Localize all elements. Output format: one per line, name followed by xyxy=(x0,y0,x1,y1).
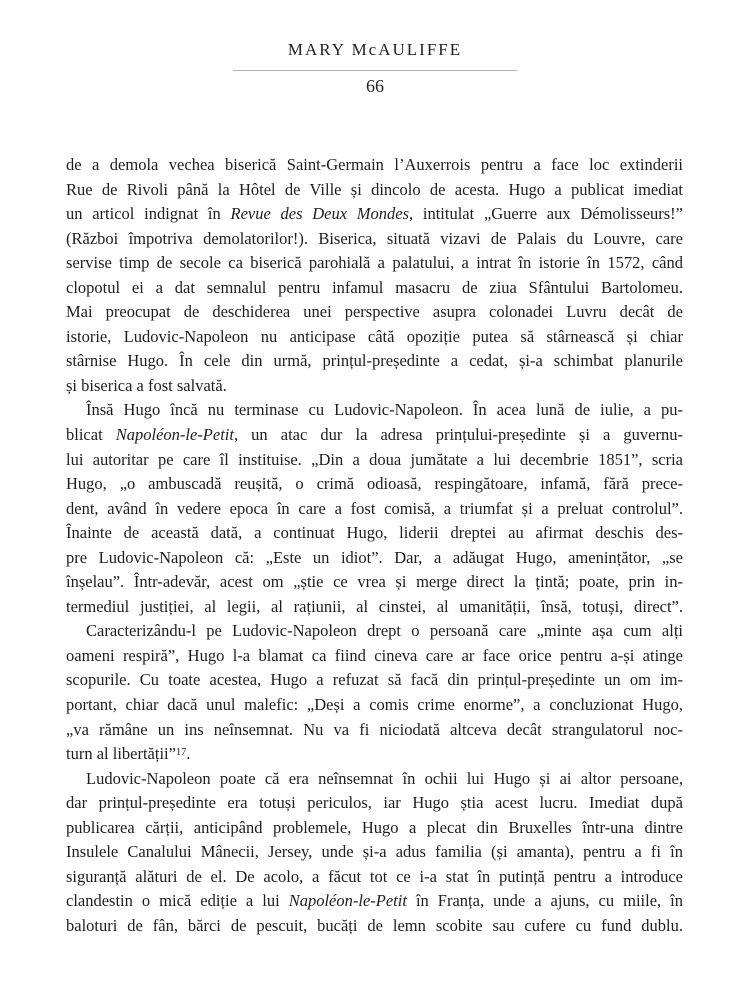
header-rule xyxy=(233,70,517,71)
text-line: Mai preocupat de deschiderea unei perspective asupra colonadei Luvru decât de xyxy=(66,302,683,322)
text-line: istorie, Ludovic-Napoleon nu anticipase câtă opoziție putea să stârnească și chiar xyxy=(66,326,683,346)
text-line: scopurile. Cu toate acestea, Hugo a refuzat să facă din prințul-președinte un om im- xyxy=(66,670,683,690)
page-number: 66 xyxy=(366,76,384,96)
paragraph xyxy=(66,153,683,398)
paragraph xyxy=(66,619,683,766)
text-line: lui autoritar pe care îl instituise. „Din a doua jumătate a lui decembrie 1851”, scria xyxy=(66,449,683,469)
text-line: publicarea cărții, anticipând problemele, Hugo a plecat din Bruxelles într-una dintre xyxy=(66,817,683,837)
text-line: baloturi de fân, bărci de pescuit, bucăți de lemn scobite sau cufere cu fund dublu. xyxy=(66,915,683,935)
text-line: termediul justiției, al legii, al rațiunii, al cinstei, al umanității, însă, totuși, direct”. xyxy=(66,596,683,616)
text-line: portant, chiar dacă unul malefic: „Deși a comis crime enorme”, a concluzionat Hugo, xyxy=(66,695,683,715)
paragraph xyxy=(66,398,683,619)
text-line: blicat Napoléon-le-Petit, un atac dur la adresa prințului-președinte și a guvernu- xyxy=(66,425,683,445)
text-line: Însă Hugo încă nu terminase cu Ludovic-Napoleon. În acea lună de iulie, a pu- xyxy=(86,400,683,420)
paragraph xyxy=(66,767,683,939)
text-line: Rue de Rivoli până la Hôtel de Ville și dincolo de acesta. Hugo a publicat imediat xyxy=(66,179,683,199)
text-line: clandestin o mică ediție a lui Napoléon-le-Petit în Franța, unde a ajuns, cu miile, în xyxy=(66,891,683,911)
text-line: „va rămâne un ins neînsemnat. Nu va fi niciodată altceva decât strangulatorul noc- xyxy=(66,719,683,739)
text-line: clopotul ei a dat semnalul pentru infamul masacru de ziua Sfântului Bartolomeu. xyxy=(66,277,683,297)
text-line: (Război împotriva demolatorilor!). Biserica, situată vizavi de Palais du Louvre, care xyxy=(66,228,683,248)
text-line: dar prințul-președinte era totuși periculos, iar Hugo știa acest lucru. Imediat după xyxy=(66,793,683,813)
text-line: de a demola vechea biserică Saint-Germain l’Auxerrois pentru a face loc extinderii xyxy=(66,155,683,174)
text-line: turn al libertății”$^{17}$. xyxy=(66,744,191,764)
body-text xyxy=(66,153,683,939)
text-line: un articol indignat în Revue des Deux Mondes, intitulat „Guerre aux Démolisseurs!” xyxy=(66,204,683,224)
running-header: MARY McAULIFFE xyxy=(287,40,463,59)
text-line: Înainte de această dată, a continuat Hugo, liderii dreptei au afirmat deschis des- xyxy=(66,523,683,543)
text-line: dent, având în vedere epoca în care a fost comisă, a triumfat și a preluat controlul”. xyxy=(66,498,683,518)
text-line: stârnise Hugo. În cele din urmă, prințul-președinte a cedat, și-a schimbat planurile xyxy=(66,351,683,371)
text-line: Ludovic-Napoleon poate că era neînsemnat în ochii lui Hugo și ai altor persoane, xyxy=(86,768,683,788)
text-line: pre Ludovic-Napoleon că: „Este un idiot”. Dar, a adăugat Hugo, amenințător, „se xyxy=(66,547,683,567)
text-line: siguranță alături de el. De acolo, a făcut tot ce i-a stat în putință pentru a introduce xyxy=(66,866,683,886)
text-line: Insulele Canalului Mânecii, Jersey, unde și-a adus familia (și amanta), pentru a fi în xyxy=(66,842,683,862)
footnote-reference: 17 xyxy=(175,746,187,758)
text-line: Caracterizându-l pe Ludovic-Napoleon drept o persoană care „minte așa cum alți xyxy=(86,621,683,641)
text-line: înșelau”. Într-adevăr, acest om „știe ce vrea și merge direct la țintă; poate, prin in- xyxy=(66,572,683,592)
text-line: Hugo, „o ambuscadă reușită, o crimă odioasă, respingătoare, infamă, fără prece- xyxy=(66,474,683,494)
text-line: oameni respiră”, Hugo l-a blamat ca fiind cineva care ar face orice pentru a-și atinge xyxy=(66,645,683,665)
text-line: și biserica a fost salvată. xyxy=(66,375,227,395)
text-line: servise timp de secole ca biserică parohială a palatului, a intrat în istorie în 1572, când xyxy=(66,253,683,273)
